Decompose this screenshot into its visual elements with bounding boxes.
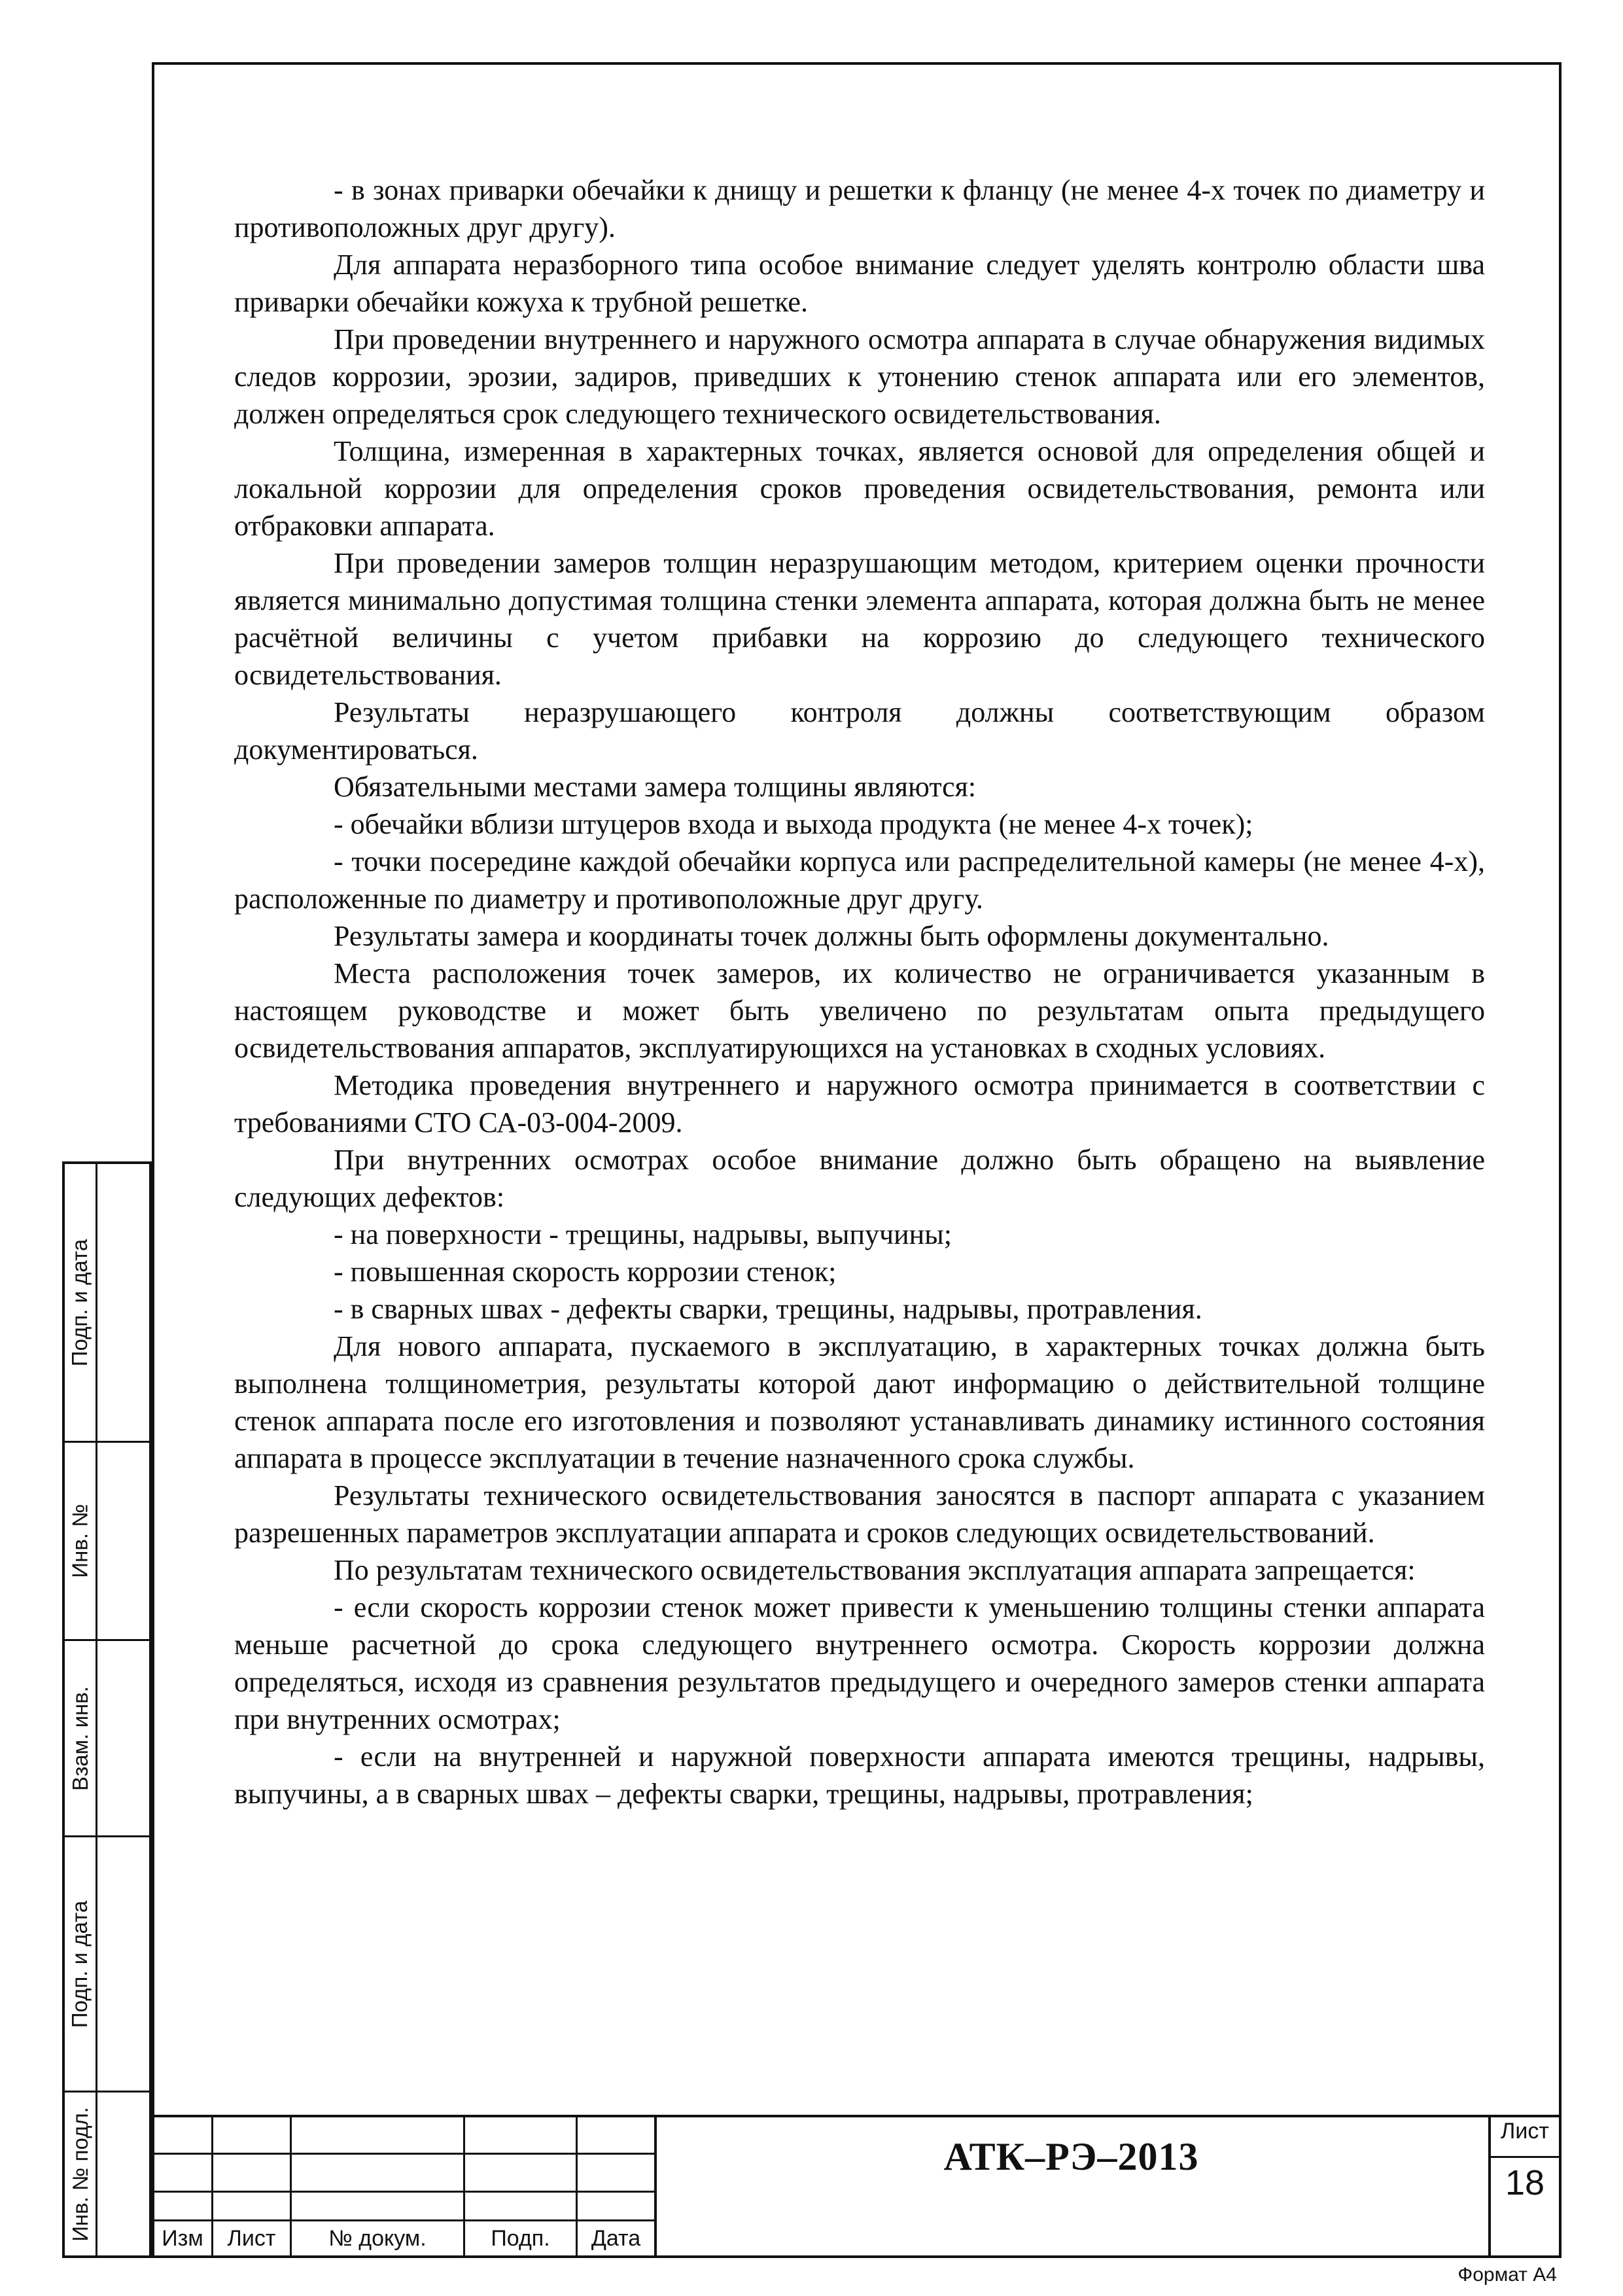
paragraph: Результаты замера и координаты точек должны быть оформлены документально.: [334, 920, 1329, 952]
stamp-podp-data-bottom-text: Подп. и дата: [67, 1900, 92, 2028]
stamp-cell-podp-data-top: [65, 1164, 149, 1443]
paragraph: Методика проведения внутреннего и наружного осмотра принимается в соответствии с требованиями СТО СА-03-004-2009.: [234, 1069, 1485, 1139]
paragraph: При внутренних осмотрах особое внимание должно быть обращено на выявление следующих дефектов:: [234, 1144, 1485, 1213]
paragraph: По результатам технического освидетельствования эксплуатация аппарата запрещается:: [334, 1554, 1416, 1586]
paragraph: Обязательными местами замера толщины являются:: [334, 771, 977, 803]
list-item: - если на внутренней и наружной поверхности аппарата имеются трещины, надрывы, выпучины, а в сварных швах – дефекты сварки, трещины, надрывы, протравления;: [234, 1740, 1485, 1810]
document-code: АТК–РЭ–2013: [943, 2135, 1199, 2178]
stamp-label: [65, 2093, 97, 2255]
stamp-label: [65, 1837, 97, 2091]
paragraph: При проведении внутреннего и наружного осмотра аппарата в случае обнаружения видимых следов коррозии, эрозии, задиров, приведших к утонению стенок аппарата или его элементов, должен определяться срок следующего технического освидетельствования.: [234, 323, 1485, 430]
stamp-inv-podl-text: Инв. № подл.: [67, 2106, 92, 2242]
paragraph: При проведении замеров толщин неразрушающим методом, критерием оценки прочности является минимально допустимая толщина стенки элемента аппарата, которая должна быть не менее расчётной величины с учетом прибавки на коррозию до следующего технического освидетельствования.: [234, 547, 1485, 691]
stamp-inv-no-text: Инв. №: [67, 1504, 92, 1578]
stamp-cell-inv-no: [65, 1443, 149, 1641]
stamp-podp-data-top-text: Подп. и дата: [67, 1239, 92, 1366]
col-podp-label: Подп.: [491, 2226, 550, 2251]
title-block-row-line: [152, 2191, 654, 2193]
paragraph: Толщина, измеренная в характерных точках, является основой для определения общей и локальной коррозии для определения сроков проведения освидетельствования, ремонта или отбраковки аппарата.: [234, 435, 1485, 542]
paragraph: Результаты неразрушающего контроля должны соответствующим образом документироваться.: [234, 696, 1485, 766]
stamp-label: [65, 1641, 97, 1835]
col-date-label: Дата: [591, 2226, 641, 2251]
stamp-cell-podp-data-bottom: [65, 1837, 149, 2093]
list-item: - точки посередине каждой обечайки корпуса или распределительной камеры (не менее 4-х), расположенные по диаметру и противоположные друг другу.: [234, 845, 1485, 915]
col-list-label: Лист: [227, 2226, 276, 2251]
paragraph: - в зонах приварки обечайки к днищу и решетки к фланцу (не менее 4-х точек по диаметру и противоположных друг другу).: [234, 174, 1485, 243]
margin-stamp: [62, 1161, 152, 2258]
stamp-label: [65, 1443, 97, 1639]
col-doc-label: № докум.: [328, 2226, 427, 2251]
list-item: - в сварных швах - дефекты сварки, трещины, надрывы, протравления.: [334, 1293, 1202, 1325]
list-item: - если скорость коррозии стенок может привести к уменьшению толщины стенки аппарата меньше расчетной до срока следующего внутреннего осмотра. Скорость коррозии должна определяться, исходя из сравнения результатов предыдущего и очередного замеров стенки аппарата при внутренних осмотрах;: [234, 1591, 1485, 1735]
list-item: - повышенная скорость коррозии стенок;: [334, 1256, 837, 1288]
title-block-row-line: [152, 2219, 654, 2221]
paragraph: Для аппарата неразборного типа особое внимание следует уделять контролю области шва приварки обечайки кожуха к трубной решетке.: [234, 249, 1485, 318]
sheet-cell-divider: [1488, 2156, 1562, 2158]
sheet-label: Лист: [1501, 2119, 1549, 2144]
stamp-label: [65, 1164, 97, 1441]
stamp-cell-vzam-inv: [65, 1641, 149, 1837]
stamp-cell-inv-podl: [65, 2093, 149, 2255]
sheet-number: 18: [1505, 2163, 1545, 2202]
document-body: [234, 171, 1485, 1812]
title-block-top-border: [152, 2115, 1562, 2117]
list-item: - на поверхности - трещины, надрывы, выпучины;: [334, 1218, 952, 1250]
format-label: Формат А4: [1457, 2264, 1557, 2286]
list-item: - обечайки вблизи штуцеров входа и выхода продукта (не менее 4-х точек);: [334, 808, 1253, 840]
paragraph: Места расположения точек замеров, их количество не ограничивается указанным в настоящем руководстве и может быть увеличено по результатам опыта предыдущего освидетельствования аппаратов, эксплуатирующихся на установках в сходных условиях.: [234, 957, 1485, 1064]
stamp-vzam-inv-text: Взам. инв.: [67, 1686, 92, 1791]
title-block-row-line: [152, 2153, 654, 2155]
paragraph: Результаты технического освидетельствования заносятся в паспорт аппарата с указанием разрешенных параметров эксплуатации аппарата и сроков следующих освидетельствований.: [234, 1479, 1485, 1549]
col-izm-label: Изм: [162, 2226, 203, 2251]
paragraph: Для нового аппарата, пускаемого в эксплуатацию, в характерных точках должна быть выполнена толщинометрия, результаты которой дают информацию о действительной толщине стенок аппарата после его изготовления и позволяют устанавливать динамику истинного состояния аппарата в процессе эксплуатации в течение назначенного срока службы.: [234, 1330, 1485, 1474]
